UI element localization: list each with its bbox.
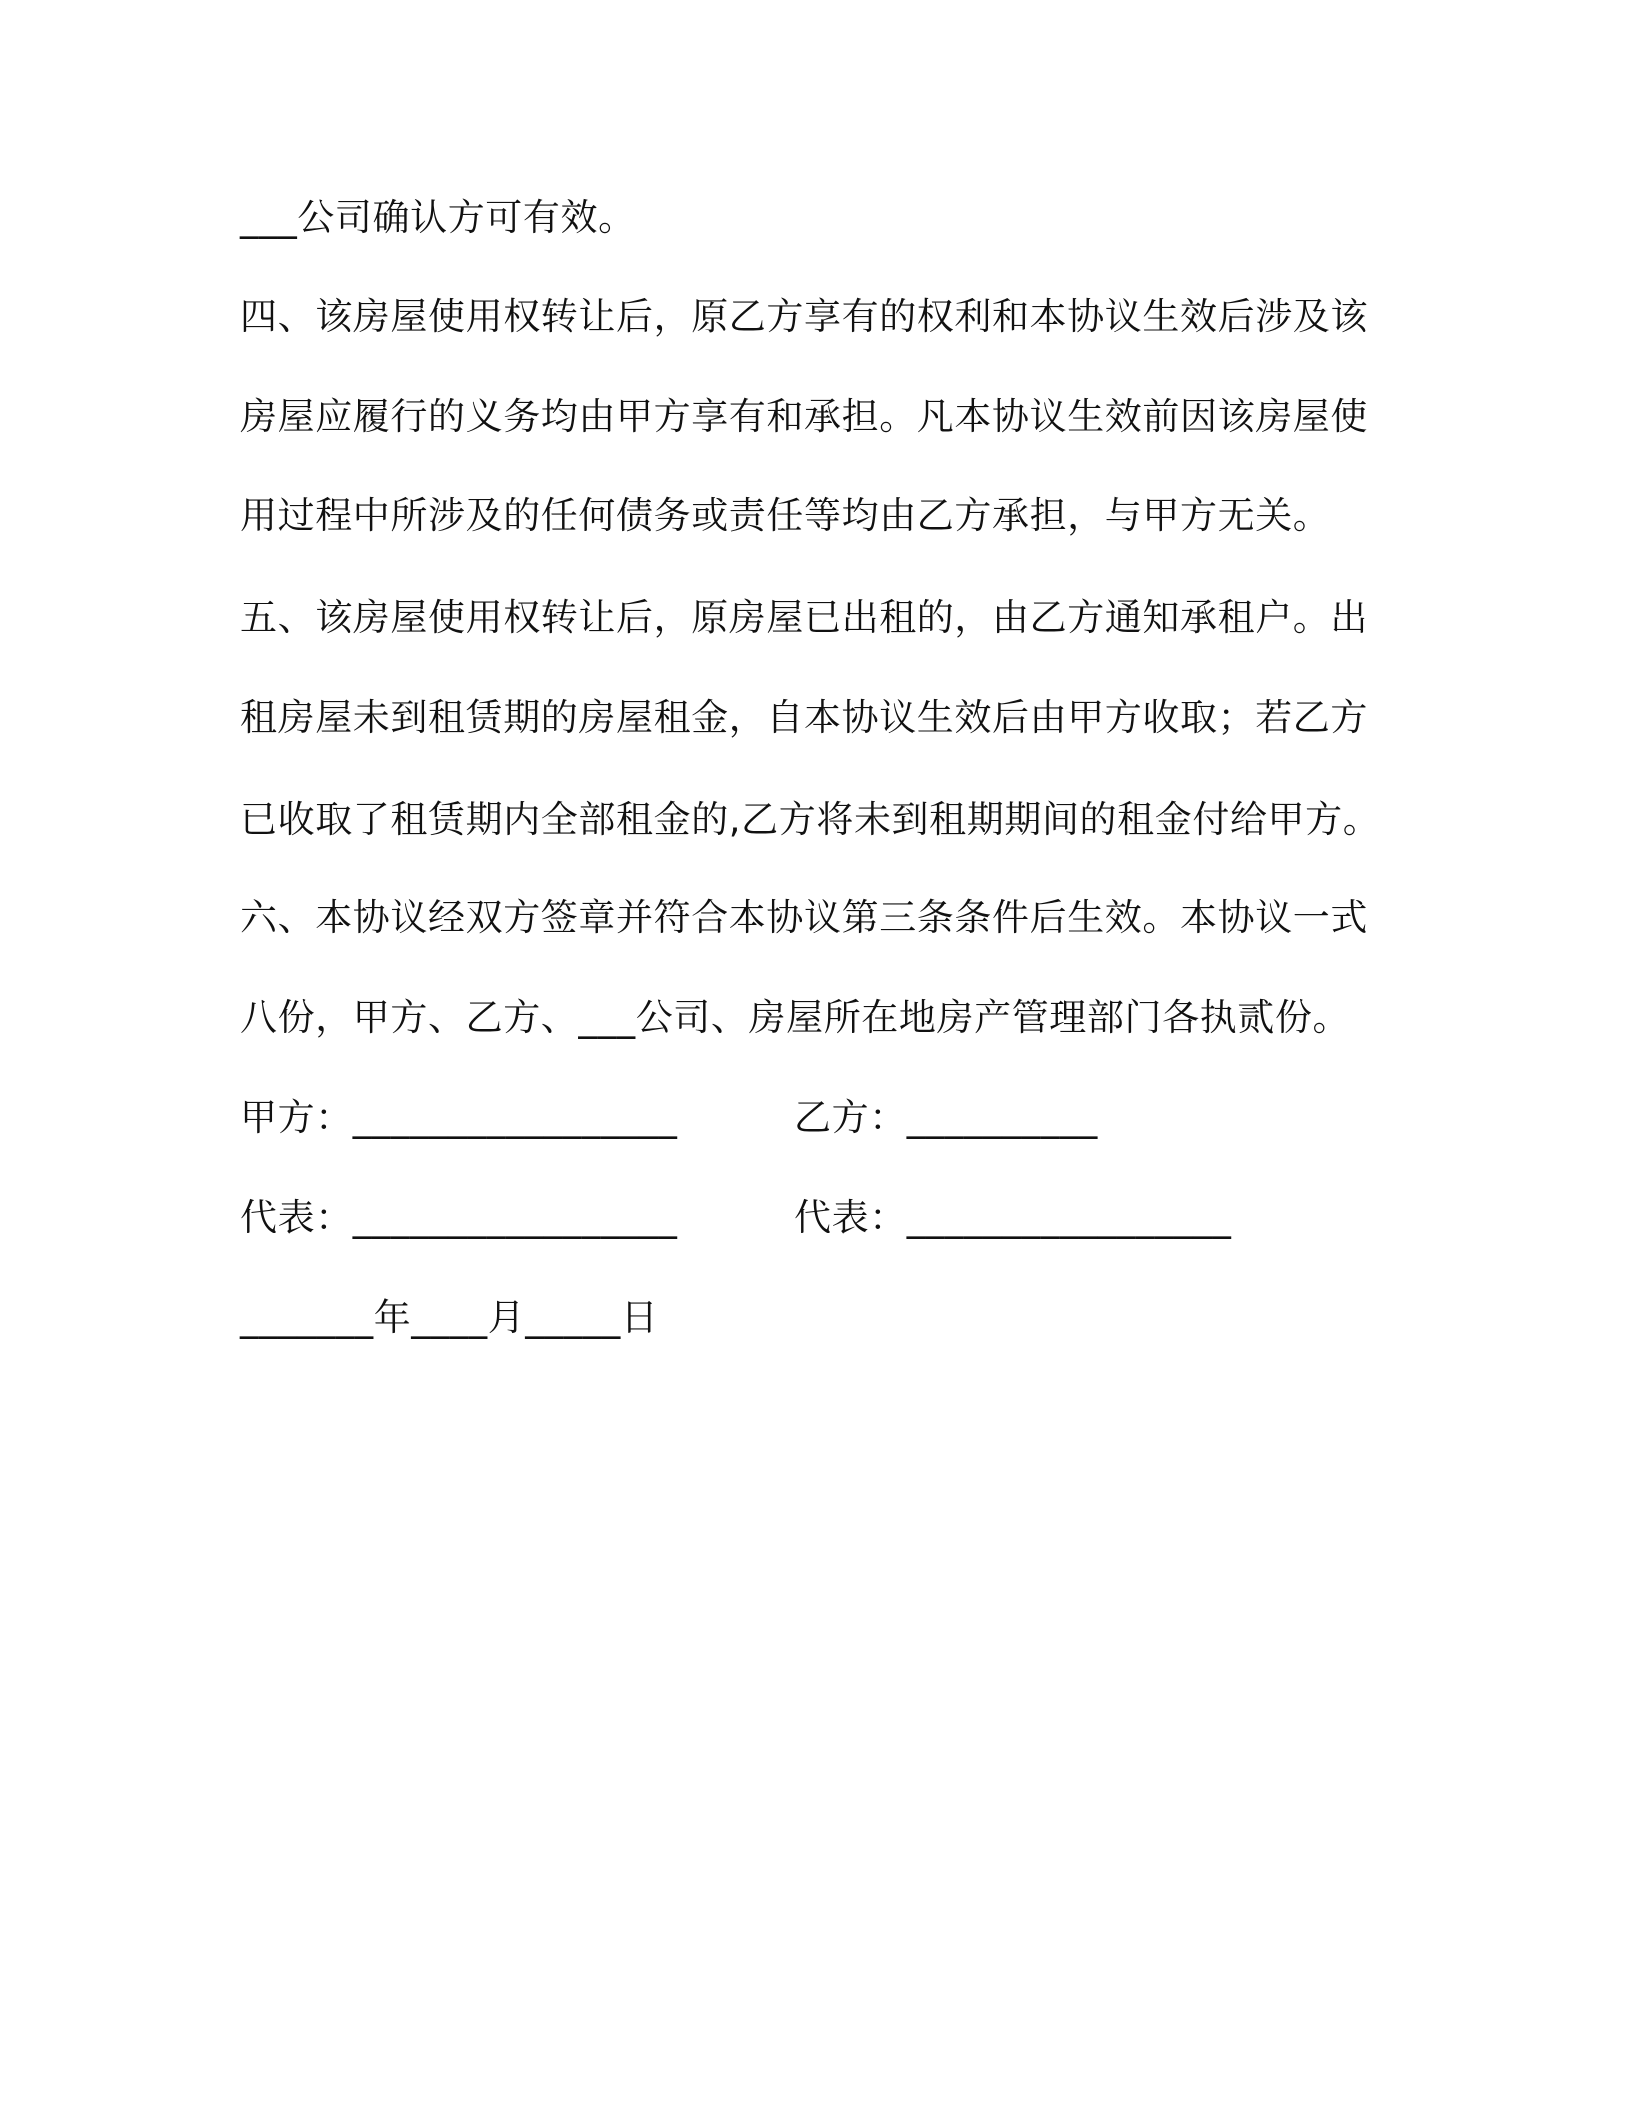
party-b-representative: 代表：_________________ [794,1196,1232,1239]
paragraph-line-4: 用过程中所涉及的任何债务或责任等均由乙方承担，与甲方无关。 [240,494,1331,537]
paragraph-line-7: 已收取了租赁期内全部租金的,乙方将未到租期期间的租金付给甲方。 [240,798,1381,841]
party-a-representative: 代表：_________________ [240,1196,678,1239]
paragraph-line-8: 六、本协议经双方签章并符合本协议第三条条件后生效。本协议一式 [240,896,1368,939]
paragraph-line-2: 四、该房屋使用权转让后，原乙方享有的权利和本协议生效后涉及该 [240,295,1368,338]
party-b-signature: 乙方：__________ [794,1096,1098,1139]
party-a-signature: 甲方：_________________ [240,1096,678,1139]
paragraph-line-9: 八份，甲方、乙方、___公司、房屋所在地房产管理部门各执贰份。 [240,996,1351,1039]
date-line: _______年____月_____日 [240,1296,659,1339]
paragraph-line-3: 房屋应履行的义务均由甲方享有和承担。凡本协议生效前因该房屋使 [240,395,1368,438]
paragraph-line-5: 五、该房屋使用权转让后，原房屋已出租的，由乙方通知承租户。出 [240,596,1368,639]
paragraph-line-6: 租房屋未到租赁期的房屋租金，自本协议生效后由甲方收取；若乙方 [240,696,1368,739]
paragraph-line-1: ___公司确认方可有效。 [240,196,636,239]
